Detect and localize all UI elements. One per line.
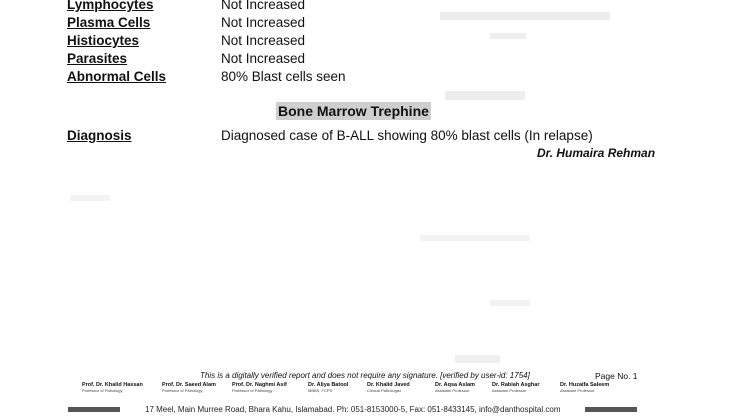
doctor-entry — [308, 382, 348, 393]
doctor-entry — [367, 382, 410, 393]
doctor-name: Prof. Dr. Naghmi Asif — [232, 382, 287, 388]
row-label: Parasites — [67, 51, 128, 66]
footer-address: 17 Meel, Main Murree Road, Bhara Kahu, Islamabad. Ph: 051-8153000-5, Fax: 051-8433145, info@danthospital.com — [145, 405, 561, 414]
doctor-title: Professor of Pathology — [162, 388, 203, 393]
doctor-title: Assistant Professor — [492, 388, 527, 393]
diagnosis-row — [67, 128, 741, 146]
doctor-entry — [82, 382, 143, 393]
report-row-parasites — [67, 51, 741, 69]
row-value: Not Increased — [221, 33, 306, 48]
doctor-entry — [560, 382, 609, 393]
doctor-name: Prof. Dr. Saeed Alam — [162, 382, 216, 388]
doctor-entry — [435, 382, 475, 393]
report-row-abnormal-cells — [67, 69, 741, 87]
report-row-histiocytes — [67, 33, 741, 51]
row-value: 80% Blast cells seen — [221, 69, 346, 84]
doctor-entry — [232, 382, 287, 393]
diagnosis-value: Diagnosed case of B-ALL showing 80% blast cells (In relapse) — [221, 128, 593, 143]
doctor-title: Assistant Professor — [435, 388, 470, 393]
row-value: Not Increased — [221, 51, 306, 66]
doctor-title: Professor of Pathology — [232, 388, 273, 393]
row-label: Plasma Cells — [67, 15, 151, 30]
doctor-name: Dr. Aliya Batool — [308, 382, 349, 388]
section-title: Bone Marrow Trephine — [278, 103, 429, 119]
doctor-name: Dr. Rabiah Asghar — [492, 382, 540, 388]
doctor-title: Clinical Pathologist — [367, 388, 401, 393]
row-value: Not Increased — [221, 0, 306, 12]
footer-bar-right — [585, 407, 637, 412]
report-row-plasma-cells — [67, 15, 741, 33]
page-number: Page No. 1 — [595, 371, 638, 381]
doctors-list — [82, 382, 662, 402]
row-label: Lymphocytes — [67, 0, 154, 12]
row-label: Abnormal Cells — [67, 69, 167, 84]
doctor-name: Dr. Huzaifa Saleem — [560, 382, 610, 388]
doctor-title: Assistant Professor — [560, 388, 595, 393]
doctor-entry — [492, 382, 539, 393]
doctor-entry — [162, 382, 216, 393]
doctor-name: Dr. Khalid Javed — [367, 382, 410, 388]
row-label: Histiocytes — [67, 33, 140, 48]
doctor-title: MBBS, FCPS — [308, 388, 333, 393]
report-row-lymphocytes — [67, 0, 741, 15]
doctor-name: Prof. Dr. Khalid Hassan — [82, 382, 143, 388]
diagnosis-label: Diagnosis — [67, 128, 132, 143]
row-value: Not Increased — [221, 15, 306, 30]
doctor-name: Dr. Aqsa Aslam — [435, 382, 475, 388]
footer-bar-left — [68, 407, 120, 412]
signature: Dr. Humaira Rehman — [537, 146, 656, 160]
doctor-title: Professor of Pathology — [82, 388, 123, 393]
verification-note: This is a digitally verified report and does not require any signature. [verified by user-id: 1754] — [200, 371, 530, 380]
